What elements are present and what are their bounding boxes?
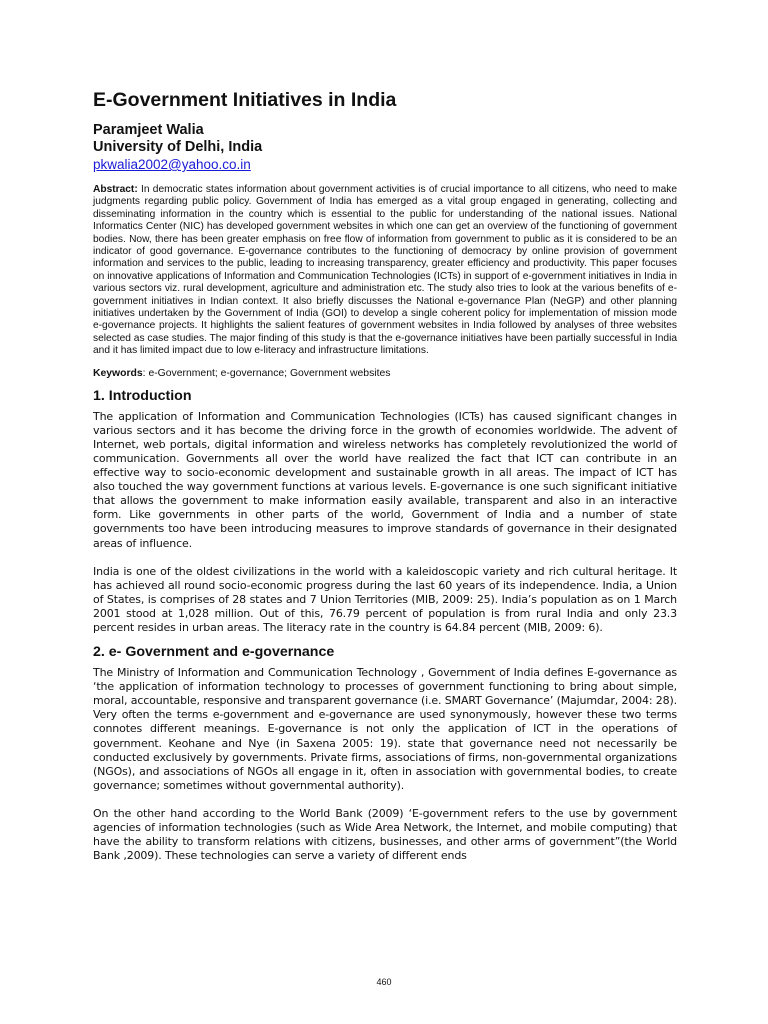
section-heading-introduction: 1. Introduction (93, 387, 192, 404)
keywords (93, 367, 677, 380)
author-affiliation: University of Delhi, India (93, 139, 263, 155)
paper-title: E-Government Initiatives in India (93, 89, 397, 111)
paper-page (93, 88, 677, 863)
keywords-text: : e-Government; e-governance; Government websites (142, 367, 391, 379)
author-email-link[interactable]: pkwalia2002@yahoo.co.in (93, 157, 251, 172)
abstract (93, 184, 677, 358)
page-number: 460 (376, 977, 392, 987)
section-paragraph: On the other hand according to the World Bank (2009) ‘E-government refers to the use by government agencies of information technologies (such as Wide Area Network, the Internet, and mobile computing) that have the ability to transform relations with citizens, businesses, and other arms of government”(the World Bank ,2009). These technologies can serve a variety of different ends (93, 806, 677, 863)
section-heading-egovernment: 2. e- Government and e-governance (93, 644, 335, 661)
keywords-label: Keywords (93, 367, 143, 379)
section-paragraph: The Ministry of Information and Communication Technology , Government of India defines E-governance as ‘the application of information technology to processes of government functioning to bring about simple, moral, accountable, responsive and transparent governance (i.e. SMART Governance’ (Majumdar, 2004: 28). Very often the terms e-government and e-governance are used synonymously, however these two terms connotes different meanings. E-governance is not only the application of ICT in the operations of government. Keohane and Nye (in Saxena 2005: 19). state that governance need not necessarily be conducted exclusively by governments. Private firms, associations of firms, non-governmental organizations (NGOs), and associations of NGOs all engage in it, often in association with governmental bodies, to create governance; sometimes without governmental authority). (93, 666, 677, 792)
section-paragraph: India is one of the oldest civilizations in the world with a kaleidoscopic variety and rich cultural heritage. It has achieved all round socio-economic progress during the last 60 years of its independence. India, a Union of States, is comprises of 28 states and 7 Union Territories (MIB, 2009: 25). India’s population as on 1 March 2001 stood at 1,028 million. Out of this, 76.79 percent of population is from rural India and only 23.3 percent resides in urban areas. The literacy rate in the country is 64.84 percent (MIB, 2009: 6). (93, 564, 677, 634)
author-name: Paramjeet Walia (93, 122, 204, 138)
section-paragraph: The application of Information and Communication Technologies (ICTs) has caused significant changes in various sectors and it has become the driving force in the growth of economies worldwide. The advent of Internet, web portals, digital information and wireless networks has completely revolutionized the world of communication. Governments all over the world have realized the fact that ICT can contribute in an effective way to socio-economic development and sustainable growth in all areas. The impact of ICT has also touched the way government functions at various levels. E-governance is one such significant initiative that allows the government to make information easily available, transparent and also in an interactive form. Like governments in other parts of the world, Government of India and a number of state governments too have been introducing measures to improve standards of governance in their designated areas of influence. (93, 409, 677, 550)
abstract-label: Abstract: (93, 184, 138, 195)
abstract-text: In democratic states information about government activities is of crucial importance to all citizens, who need to make judgments regarding public policy. Government of India has emerged as a vital group engaged in generating, collecting and disseminating information in the country which is essential to the public for understanding of the national issues. National Informatics Center (NIC) has developed government websites in which one can get an overview of the functioning of government bodies. Now, there has been greater emphasis on free flow of information from government to public as it is considered to be an indicator of good governance. E-governance contributes to the functioning of democracy by online provision of government information and services to the public, leading to increasing transparency, greater efficiency and productivity. This paper focuses on innovative applications of Information and Communication Technologies (ICTs) in support of e-government initiatives in India in various sectors viz. rural development, agriculture and administration etc. The study also tries to look at the various benefits of e-government initiatives in Indian context. It also briefly discusses the National e-governance Plan (NeGP) and other planning initiatives undertaken by the Government of India (GOI) to develop a single coherent policy for implementation of mission mode e-governance projects. It highlights the salient features of government websites in India followed by analyses of three websites selected as case studies. The major finding of this study is that the e-governance initiatives have been partially successful in India and it has limited impact due to low e-literacy and infrastructure limitations. (93, 184, 677, 357)
